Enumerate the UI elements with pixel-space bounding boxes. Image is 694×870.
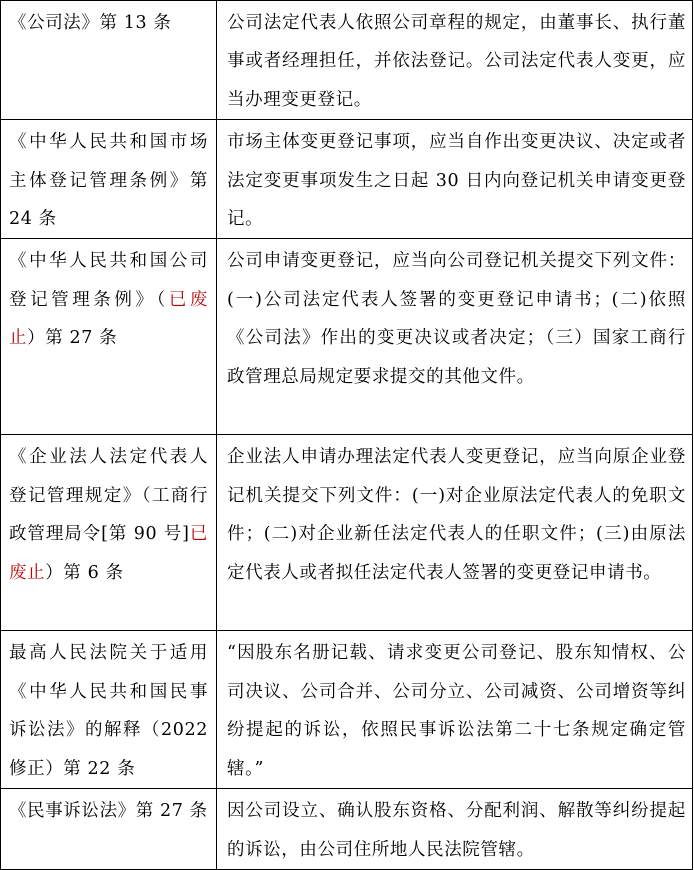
table-row [1, 239, 693, 435]
repealed-note: 已废止 [9, 524, 208, 583]
provision-text-cell [217, 239, 693, 435]
provision-text: 因公司设立、确认股东资格、分配利润、解散等纠纷提起的诉讼，由公司住所地人民法院管辖。 [227, 801, 686, 860]
law-source-name: 《公司法》第 13 条 [9, 13, 172, 33]
provision-text: 市场主体变更登记事项，应当自作出变更决议、决定或者法定变更事项发生之日起 30 日内向登记机关申请变更登记。 [227, 132, 686, 230]
law-source-name: 《企业法人法定代表人登记管理规定》（工商行政管理局令[第 90 号] [9, 447, 208, 545]
law-source-name: 《中华人民共和国公司登记管理条例》（ [9, 251, 208, 310]
table-row [1, 789, 693, 870]
provision-text-cell [217, 631, 693, 789]
law-source-name: 《民事诉讼法》第 27 条 [9, 801, 208, 822]
law-source-article: ）第 27 条 [27, 328, 118, 349]
repealed-note: 已废止 [9, 289, 208, 349]
provision-text: “因股东名册记载、请求变更公司登记、股东知情权、公司决议、公司合并、公司分立、公司减资、公司增资等纠纷提起的诉讼，依照民事诉讼法第二十七条规定确定管辖。” [227, 643, 686, 779]
table-row [1, 1, 693, 120]
provision-text: 企业法人申请办理法定代表人变更登记，应当向原企业登记机关提交下列文件：(一)对企业原法定代表人的免职文件；(二)对企业新任法定代表人的任职文件；(三)由原法定代表人或者拟任法定代表人签署的变更登记申请书。 [227, 447, 686, 583]
law-source-cell [1, 631, 217, 789]
law-source-cell [1, 120, 217, 239]
table-row [1, 435, 693, 631]
provision-text-cell [217, 1, 693, 120]
provision-text: 公司法定代表人依照公司章程的规定，由董事长、执行董事或者经理担任，并依法登记。公司法定代表人变更，应当办理变更登记。 [227, 13, 686, 110]
provision-text-cell [217, 120, 693, 239]
law-source-cell [1, 239, 217, 435]
law-source-cell [1, 789, 217, 870]
law-source-article: ）第 6 条 [45, 562, 124, 583]
provision-text-cell [217, 789, 693, 870]
table-row [1, 631, 693, 789]
table-row [1, 120, 693, 239]
provision-text: 公司申请变更登记，应当向公司登记机关提交下列文件：(一)公司法定代表人签署的变更登记申请书；(二)依照《公司法》作出的变更决议或者决定；（三）国家工商行政管理总局规定要求提交的其他文件。 [227, 251, 686, 387]
law-source-name: 最高人民法院关于适用《中华人民共和国民事诉讼法》的解释（2022 修正）第 22 条 [9, 643, 208, 779]
provision-text-cell [217, 435, 693, 631]
law-source-name: 《中华人民共和国市场主体登记管理条例》第 24 条 [9, 132, 208, 230]
law-source-cell [1, 1, 217, 120]
law-source-cell [1, 435, 217, 631]
